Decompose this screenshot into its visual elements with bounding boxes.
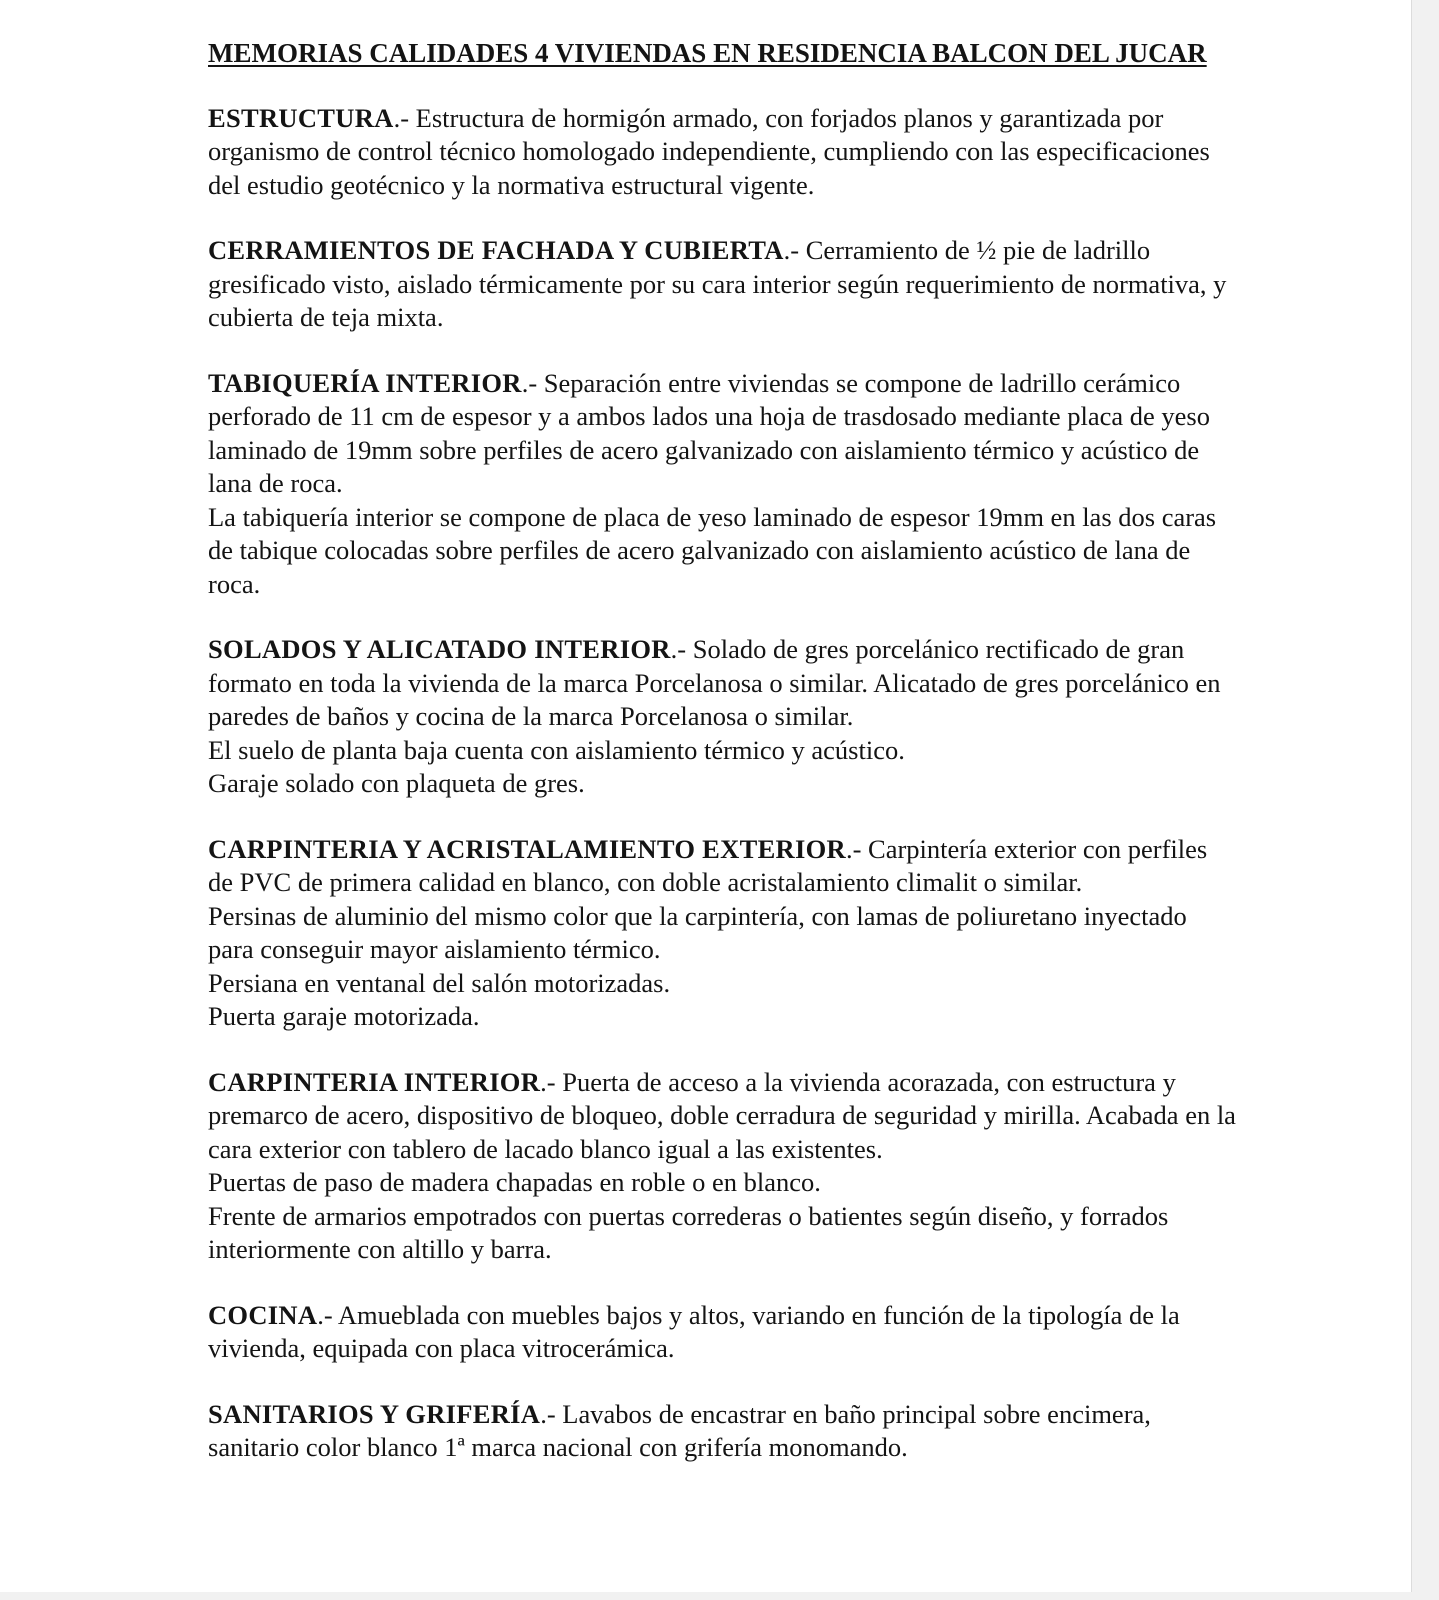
section-estructura	[208, 102, 1238, 203]
section-heading: ESTRUCTURA	[208, 102, 394, 133]
section-text: .- Puerta de acceso a la vivienda acorazada, con estructura y premarco de acero, dispositivo de bloqueo, doble cerradura de seguridad y mirilla. Acabada en la cara exterior con tablero de lacado blanco igual a las existentes.	[208, 1066, 1236, 1164]
section-paragraph: El suelo de planta baja cuenta con aislamiento térmico y acústico.	[208, 734, 905, 765]
section-text: .- Cerramiento de ½ pie de ladrillo gresificado visto, aislado térmicamente por su cara interior según requerimiento de normativa, y cubierta de teja mixta.	[208, 235, 1227, 332]
section-paragraph	[208, 1398, 1238, 1465]
section-heading: COCINA	[208, 1299, 318, 1330]
document-title: MEMORIAS CALIDADES 4 VIVIENDAS EN RESIDENCIA BALCON DEL JUCAR	[208, 38, 1207, 68]
section-carpinteria-exterior	[208, 833, 1238, 1034]
section-paragraph	[208, 1299, 1238, 1366]
section-solados	[208, 633, 1238, 801]
section-paragraph: Garaje solado con plaqueta de gres.	[208, 768, 585, 798]
section-heading: SANITARIOS Y GRIFERÍA	[208, 1398, 541, 1429]
section-cerramientos	[208, 234, 1238, 335]
section-paragraph: La tabiquería interior se compone de placa de yeso laminado de espesor 19mm en las dos caras de tabique colocadas sobre perfiles de acero galvanizado con aislamiento acústico de lana de roca.	[208, 501, 1217, 599]
section-paragraph	[208, 633, 1238, 734]
section-paragraph: Puertas de paso de madera chapadas en roble o en blanco.	[208, 1167, 821, 1197]
section-heading: CERRAMIENTOS DE FACHADA Y CUBIERTA	[208, 235, 784, 265]
section-text: .- Separación entre viviendas se compone de ladrillo cerámico perforado de 11 cm de espesor y a ambos lados una hoja de trasdosado mediante placa de yeso laminado de 19mm sobre perfiles de acero galvanizado con aislamiento térmico y acústico de lana de roca.	[208, 367, 1210, 498]
section-paragraph	[208, 102, 1238, 203]
section-text: .- Solado de gres porcelánico rectificado de gran formato en toda la vivienda de la marca Porcelanosa o similar. Alicatado de gres porcelánico en paredes de baños y cocina de la marca Porcelanosa o similar.	[208, 634, 1221, 731]
document-body	[208, 36, 1238, 1497]
section-paragraph: Persiana en ventanal del salón motorizadas.	[208, 967, 671, 998]
section-paragraph	[208, 234, 1238, 335]
section-cocina	[208, 1299, 1238, 1366]
section-heading: TABIQUERÍA INTERIOR	[208, 367, 522, 398]
section-text: .- Estructura de hormigón armado, con forjados planos y garantizada por organismo de control técnico homologado independiente, cumpliendo con las especificaciones del estudio geotécnico y la normativa estructural vigente.	[208, 102, 1210, 200]
section-text: .- Lavabos de encastrar en baño principal sobre encimera, sanitario color blanco 1ª marca nacional con grifería monomando.	[208, 1398, 1151, 1462]
section-paragraph: Puerta garaje motorizada.	[208, 1001, 480, 1031]
section-heading: SOLADOS Y ALICATADO INTERIOR	[208, 634, 671, 664]
section-sanitarios	[208, 1398, 1238, 1465]
section-heading: CARPINTERIA INTERIOR	[208, 1066, 541, 1097]
section-paragraph: Persinas de aluminio del mismo color que la carpintería, con lamas de poliuretano inyectado para conseguir mayor aislamiento térmico.	[208, 900, 1187, 964]
section-carpinteria-interior	[208, 1066, 1238, 1267]
section-heading: CARPINTERIA Y ACRISTALAMIENTO EXTERIOR	[208, 833, 846, 864]
section-paragraph	[208, 1066, 1238, 1167]
section-paragraph	[208, 833, 1238, 900]
section-tabiqueria	[208, 367, 1238, 602]
section-text: .- Amueblada con muebles bajos y altos, variando en función de la tipología de la vivienda, equipada con placa vitrocerámica.	[208, 1299, 1180, 1363]
section-paragraph	[208, 367, 1238, 501]
section-text: .- Carpintería exterior con perfiles de PVC de primera calidad en blanco, con doble acristalamiento climalit o similar.	[208, 833, 1208, 897]
section-paragraph: Frente de armarios empotrados con puertas correderas o batientes según diseño, y forrados interiormente con altillo y barra.	[208, 1200, 1169, 1264]
